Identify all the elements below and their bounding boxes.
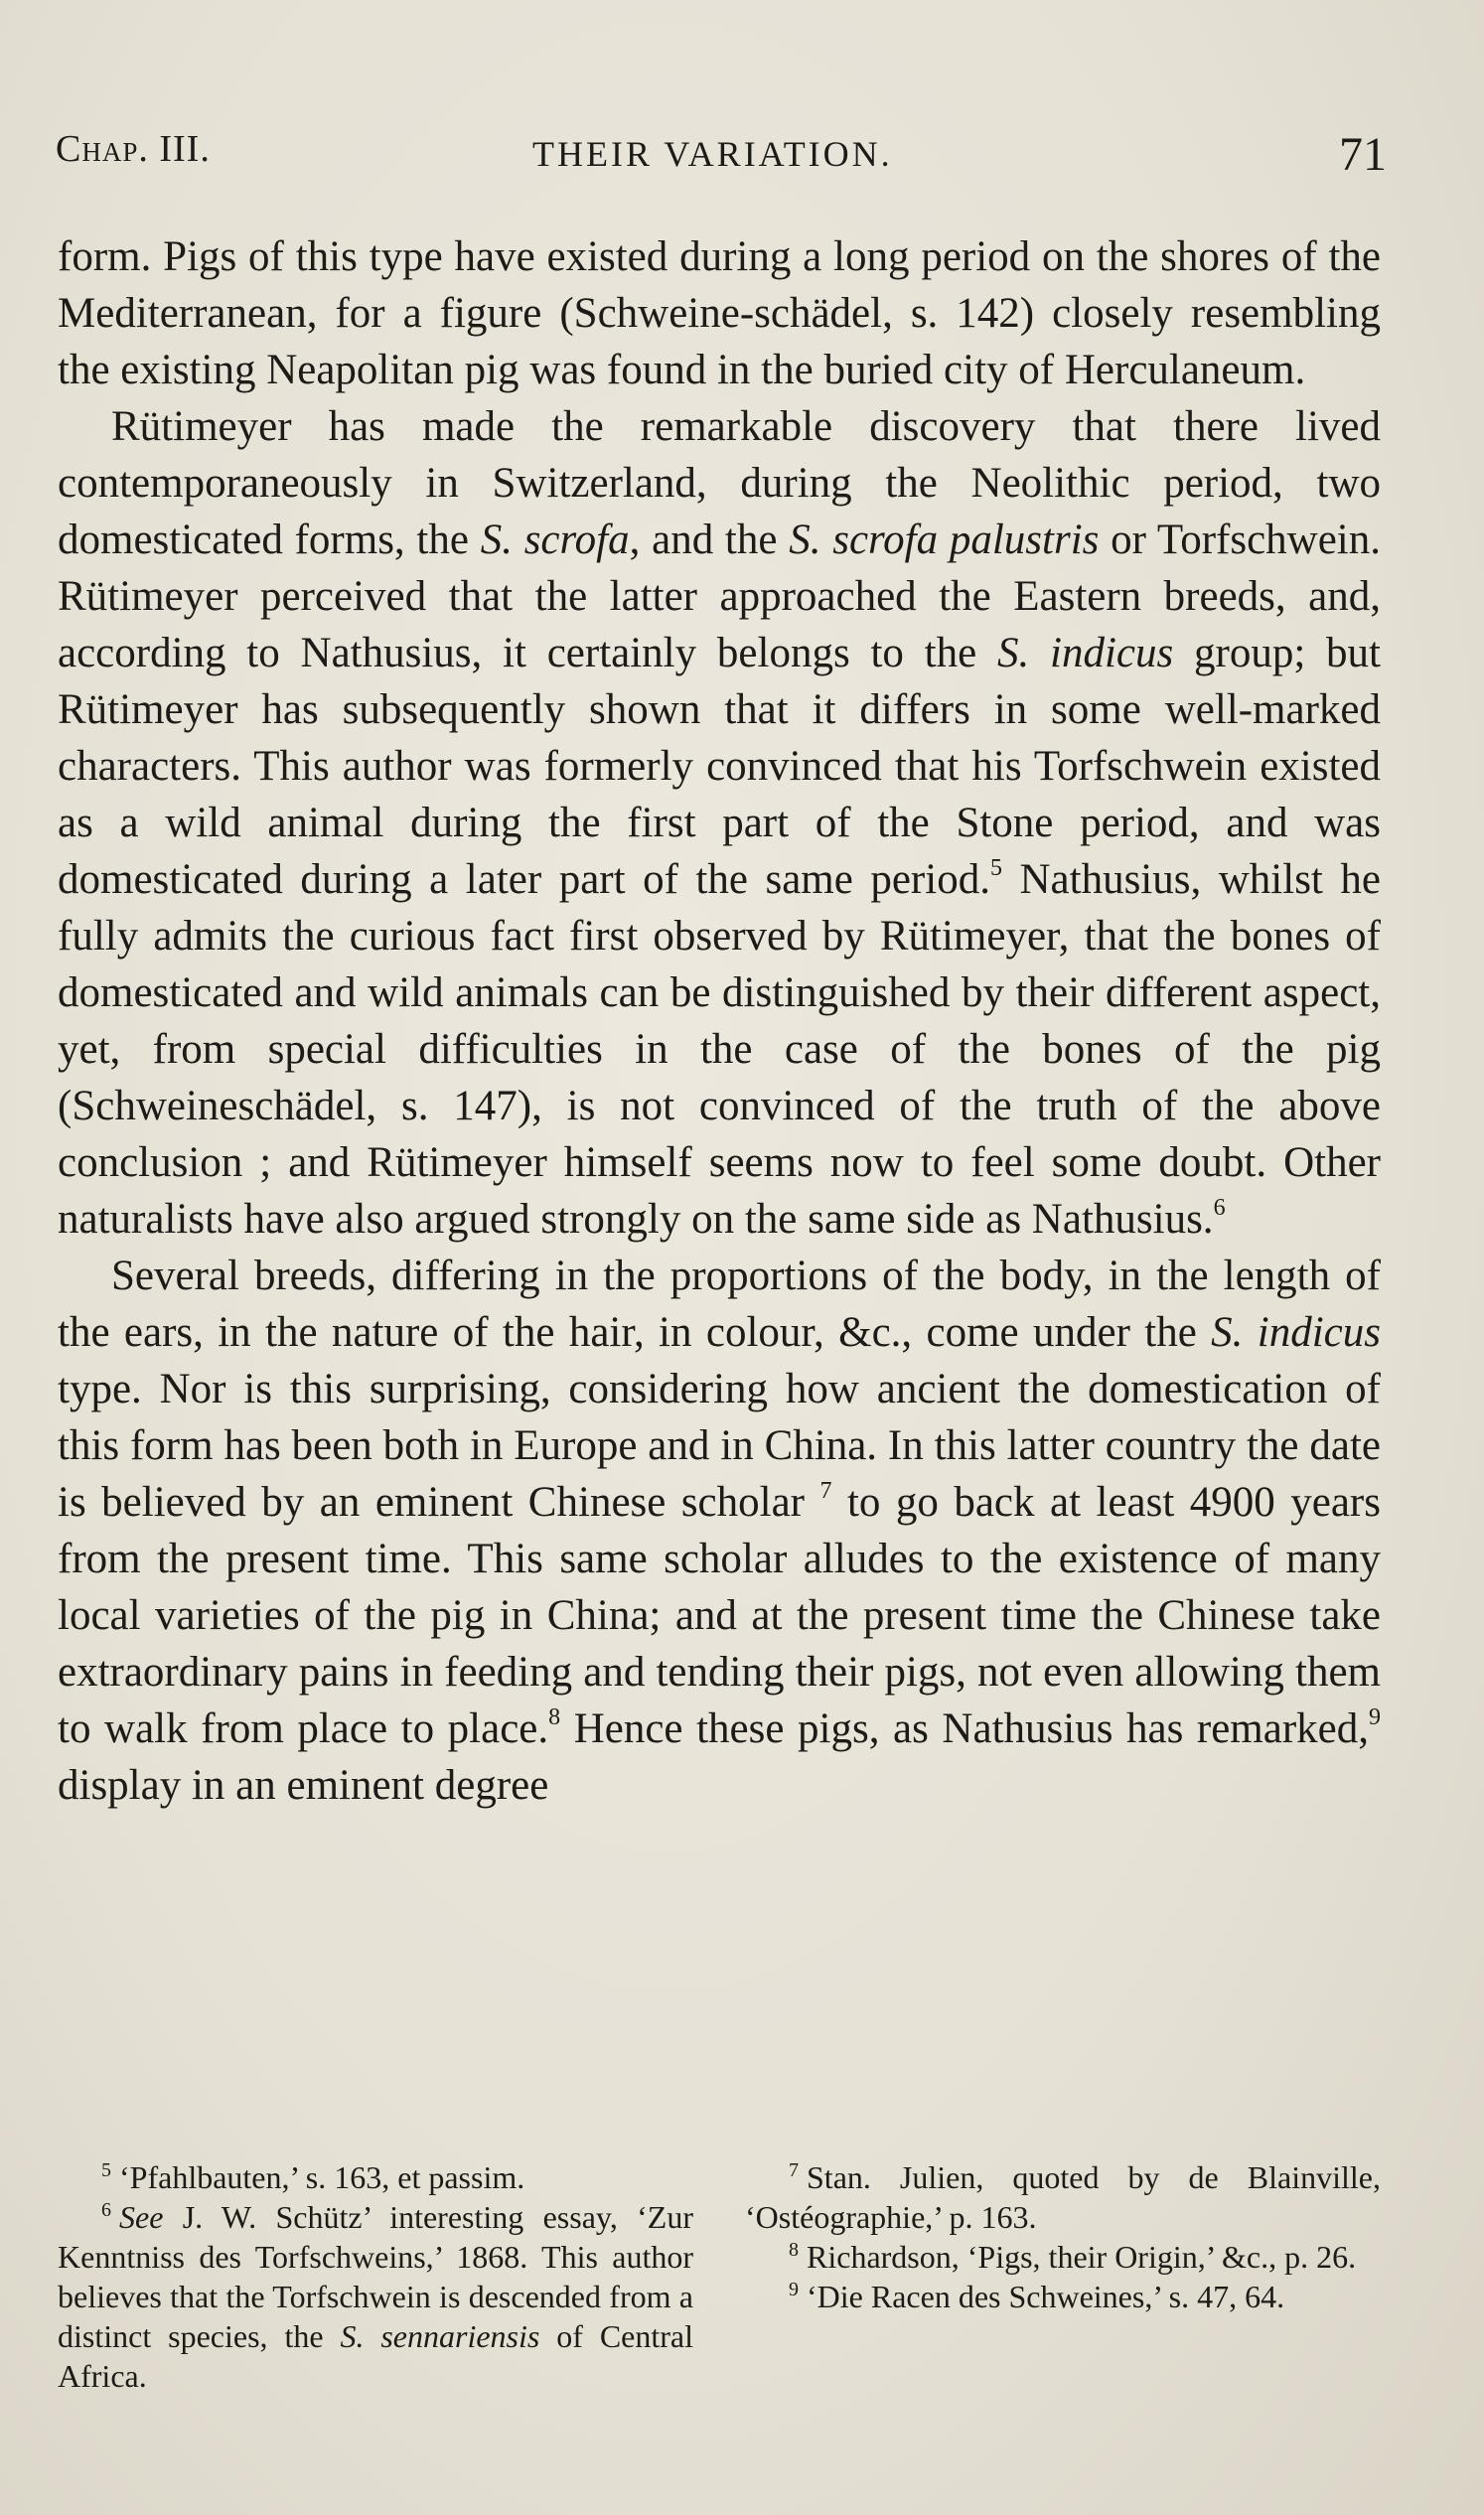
text-run: Rütimeyer has made the remarkable discovery that there lived contemporaneously in Switzerland, during the Neolithic period, two domesticated forms, the: [58, 403, 1381, 563]
footnote-reference: 5: [989, 855, 1002, 881]
footnote-reference: 9: [1369, 1704, 1381, 1730]
body-text: [58, 228, 1381, 1814]
text-run: of Central Africa.: [58, 2318, 693, 2394]
footnote: [745, 2277, 1381, 2316]
footnote-number: 9: [789, 2279, 799, 2300]
text-run: form. Pigs of this type have existed during a long period on the shores of the Mediterranean, for a figure (Schweine-schädel, s. 142) closely resembling the existing Neapolitan pig was found in the buried city of Herculaneum.: [58, 233, 1381, 393]
text-run: J. W. Schütz’ interesting essay, ‘Zur Kenntniss des Torfschweins,’ 1868. This author believes that the Torfschwein is descended from a distinct species, the: [58, 2199, 693, 2354]
footnote-reference: 8: [548, 1704, 561, 1730]
text-run: Stan. Julien, quoted by de Blainville, ‘Ostéographie,’ p. 163.: [745, 2159, 1381, 2235]
footnote: [745, 2157, 1381, 2237]
footnotes-right-column: [745, 2157, 1381, 2396]
footnote: [58, 2197, 693, 2396]
text-run: ‘Pfahlbauten,’ s. 163, et passim.: [119, 2159, 525, 2195]
text-run: ‘Die Racen des Schweines,’ s. 47, 64.: [807, 2279, 1285, 2314]
footnote-number: 6: [101, 2199, 111, 2221]
running-header: [56, 127, 1387, 197]
text-run: type. Nor is this surprising, considering how ancient the domestication of this form has been both in Europe and in China. In this latter country the date is believed by an eminent Chinese scholar: [58, 1366, 1381, 1526]
running-title: THEIR VARIATION.: [532, 134, 893, 174]
text-run: , and the: [629, 517, 790, 563]
footnote-number: 7: [789, 2159, 799, 2181]
footnote-number: 8: [789, 2239, 799, 2261]
footnote-number: 5: [101, 2159, 111, 2181]
paragraph: [58, 228, 1381, 398]
footnote-reference: 7: [819, 1478, 832, 1504]
italic-text: S. indicus: [996, 630, 1174, 676]
italic-text: S. scrofa palustris: [789, 517, 1100, 563]
chapter-label: Chap. III.: [56, 128, 211, 170]
text-run: Hence these pigs, as Nathusius has remarked,: [560, 1705, 1369, 1752]
italic-text: S. scrofa: [480, 517, 630, 563]
text-run: or Torfschwein. Rütimeyer perceived that the latter approached the Eastern breeds, and, according to Nathusius, it certainly belongs to the: [58, 517, 1381, 676]
footnotes-left-column: [58, 2157, 693, 2396]
paragraph: [58, 398, 1381, 1248]
page-number: 71: [1339, 128, 1387, 181]
text-run: to go back at least 4900 years from the present time. This same scholar alludes to the existence of many local varieties of the pig in China; and at the present time the Chinese take extraordinary pains in feeding and tending their pigs, not even allowing them to walk from place to place.: [58, 1479, 1381, 1752]
paragraph: [58, 1248, 1381, 1814]
italic-text: S. indicus: [1211, 1309, 1381, 1356]
italic-text: See: [119, 2199, 164, 2235]
text-run: group; but Rütimeyer has subsequently shown that it differs in some well-marked characters. This author was formerly convinced that his Torfschwein existed as a wild animal during the first part of the Stone period, and was domesticated during a later part of the same period.: [58, 630, 1381, 903]
footnote-reference: 6: [1213, 1195, 1226, 1221]
footnote: [58, 2157, 693, 2197]
footnote: [745, 2237, 1381, 2277]
footnotes: [58, 2157, 1381, 2396]
text-run: Nathusius, whilst he fully admits the curious fact first observed by Rütimeyer, that the bones of domesticated and wild animals can be distinguished by their different aspect, yet, from special difficulties in the case of the bones of the pig (Schweineschädel, s. 147), is not convinced of the truth of the above conclusion ; and Rütimeyer himself seems now to feel some doubt. Other naturalists have also argued strongly on the same side as Nathusius.: [58, 856, 1381, 1243]
text-run: Several breeds, differing in the proportions of the body, in the length of the ears, in the nature of the hair, in colour, &c., come under the: [58, 1253, 1381, 1356]
italic-text: S. sennariensis: [340, 2318, 540, 2354]
text-run: Richardson, ‘Pigs, their Origin,’ &c., p. 26.: [807, 2239, 1357, 2275]
text-run: display in an eminent degree: [58, 1762, 549, 1809]
